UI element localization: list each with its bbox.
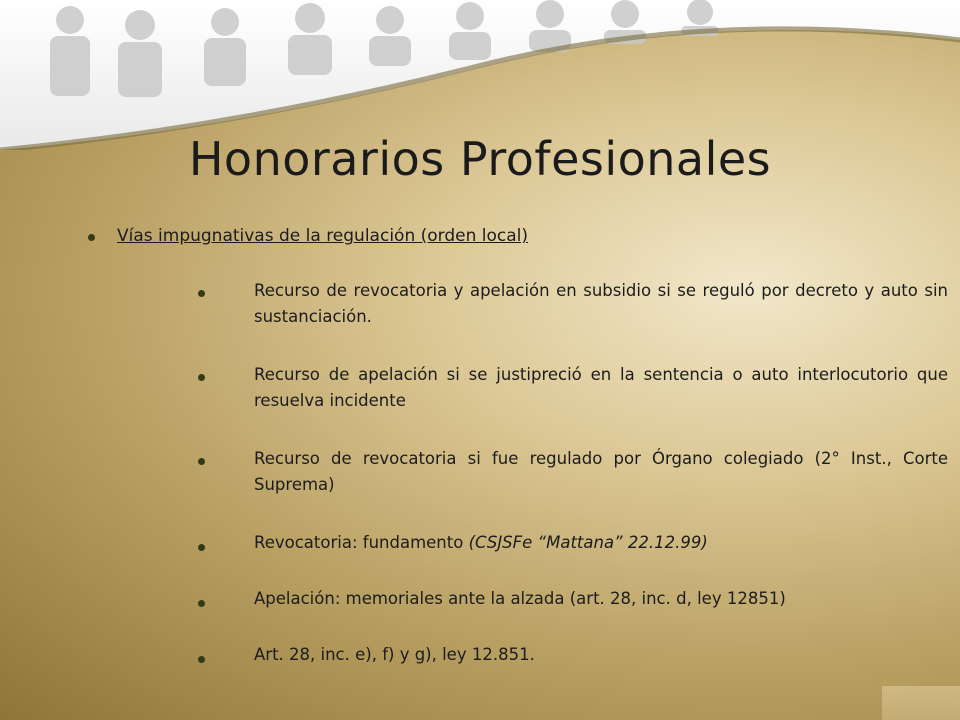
bullet-icon xyxy=(198,544,205,551)
list-item: Recurso de revocatoria si fue regulado por Órgano colegiado (2° Inst., Corte Suprema) xyxy=(254,449,948,494)
bullet-icon xyxy=(198,656,205,663)
list-item xyxy=(254,530,948,556)
list-item: Recurso de apelación si se justipreció en la sentencia o auto interlocutorio que resuelva incidente xyxy=(254,365,948,410)
list-item: Recurso de revocatoria y apelación en subsidio si se reguló por decreto y auto sin sustanciación. xyxy=(254,281,948,326)
bullet-icon xyxy=(198,600,205,607)
citation: (CSJSFe “Mattana” 22.12.99) xyxy=(468,533,708,552)
header-people-banner xyxy=(0,0,960,150)
slide-title: Honorarios Profesionales xyxy=(188,132,772,186)
bullet-icon xyxy=(88,234,95,241)
list-item: Art. 28, inc. e), f) y g), ley 12.851. xyxy=(254,645,535,664)
list-item-text: Revocatoria: fundamento xyxy=(254,533,469,552)
list-item: Apelación: memoriales ante la alzada (art. 28, inc. d, ley 12851) xyxy=(254,589,786,608)
bullet-icon xyxy=(198,290,205,297)
bullet-icon xyxy=(198,458,205,465)
bullet-icon xyxy=(198,374,205,381)
heading-item: Vías impugnativas de la regulación (orden local) xyxy=(117,226,529,246)
corner-decoration xyxy=(882,686,960,720)
